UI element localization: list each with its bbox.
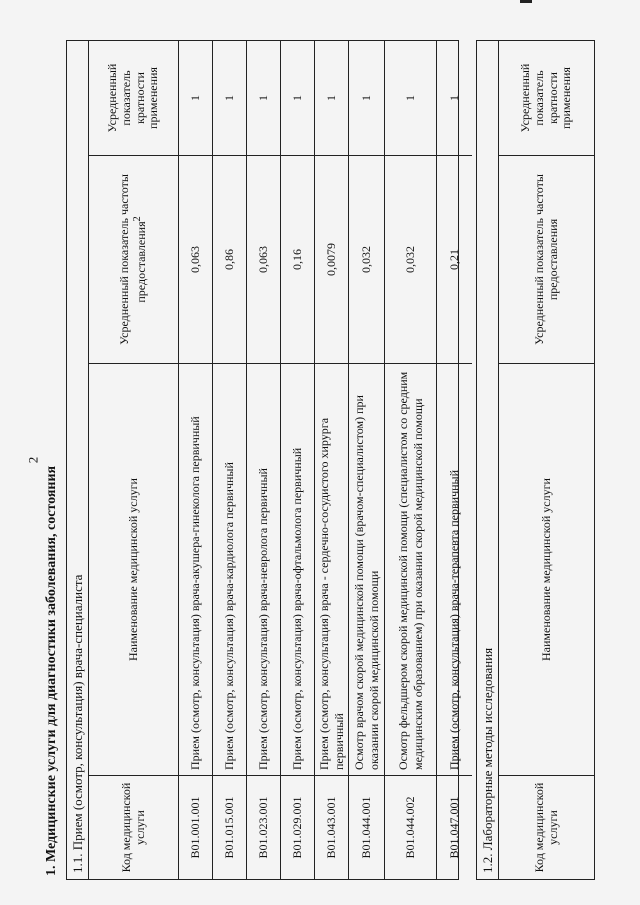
service-name: Осмотр врачом скорой медицинской помощи (врачом-специалистом) при оказании скорой медицинской помощи: [349, 363, 385, 775]
rotated-page-content: [40, 40, 595, 880]
service-multiplicity: 1: [179, 41, 213, 155]
service-multiplicity: 1: [385, 41, 437, 155]
column-header-name: Наименование медицинской услуги: [89, 363, 179, 775]
column-header-multiplicity: Усредненный показатель кратности применения: [517, 63, 574, 133]
service-frequency: 0,0079: [315, 155, 349, 363]
service-frequency: 0,063: [247, 155, 281, 363]
service-name: Прием (осмотр, консультация) врача - сердечно-сосудистого хирурга первичный: [315, 363, 349, 775]
service-frequency: 0,032: [349, 155, 385, 363]
section-heading: 1. Медицинские услуги для диагностики заболевания, состояния: [44, 465, 59, 876]
service-name: Прием (осмотр, консультация) врача-офтальмолога первичный: [281, 363, 315, 775]
service-multiplicity: 1: [315, 41, 349, 155]
service-multiplicity: 1: [247, 41, 281, 155]
service-code: B01.044.001: [349, 775, 385, 879]
service-name: Прием (осмотр, консультация) врача-кардиолога первичный: [213, 363, 247, 775]
frequency-header-text: Усредненный показатель частоты предоставления: [117, 174, 148, 345]
service-code: B01.023.001: [247, 775, 281, 879]
service-name: Прием (осмотр, консультация) врача-невролога первичный: [247, 363, 281, 775]
service-name: Прием (осмотр, консультация) врача-акушера-гинеколога первичный: [179, 363, 213, 775]
service-multiplicity: 1: [447, 95, 461, 101]
scan-artifact: [520, 0, 532, 3]
column-header-code: Код медицинской услуги: [499, 775, 594, 879]
column-header-name: Наименование медицинской услуги: [499, 363, 594, 775]
service-code: B01.001.001: [179, 775, 213, 879]
service-multiplicity: 1: [349, 41, 385, 155]
column-header-code: Код медицинской услуги: [89, 775, 179, 879]
service-frequency: 0,21: [437, 155, 472, 363]
footnote-marker: 2: [132, 216, 143, 222]
lab-table: [499, 41, 594, 879]
service-multiplicity: 1: [213, 41, 247, 155]
service-code: B01.047.001: [437, 775, 472, 879]
service-code: B01.043.001: [315, 775, 349, 879]
service-frequency: 0,16: [281, 155, 315, 363]
column-header-multiplicity: Усредненный показатель кратности применения: [89, 41, 179, 155]
service-multiplicity: 1: [281, 41, 315, 155]
services-table: [89, 41, 437, 879]
service-frequency: 0,063: [179, 155, 213, 363]
services-table-last-row: [437, 41, 472, 879]
service-code: B01.044.002: [385, 775, 437, 879]
service-code: B01.015.001: [213, 775, 247, 879]
services-table-section-2: [476, 40, 595, 880]
column-header-frequency: [89, 155, 179, 363]
service-name: Прием (осмотр, консультация) врача-терапевта первичный: [437, 363, 472, 775]
column-header-frequency: Усредненный показатель частоты предоставления: [499, 155, 594, 363]
subsection-title: 1.1. Прием (осмотр, консультация) врача-специалиста: [67, 41, 89, 879]
service-frequency: 0,86: [213, 155, 247, 363]
service-name: Осмотр фельдшером скорой медицинской помощи (специалистом со средним медицинским образованием) при оказании скорой медицинской помощи: [385, 363, 437, 775]
subsection-title: 1.2. Лабораторные методы исследования: [477, 41, 499, 879]
services-table-section-1: [66, 40, 462, 880]
service-frequency: 0,032: [385, 155, 437, 363]
page-number: 2: [25, 456, 41, 464]
service-code: B01.029.001: [281, 775, 315, 879]
